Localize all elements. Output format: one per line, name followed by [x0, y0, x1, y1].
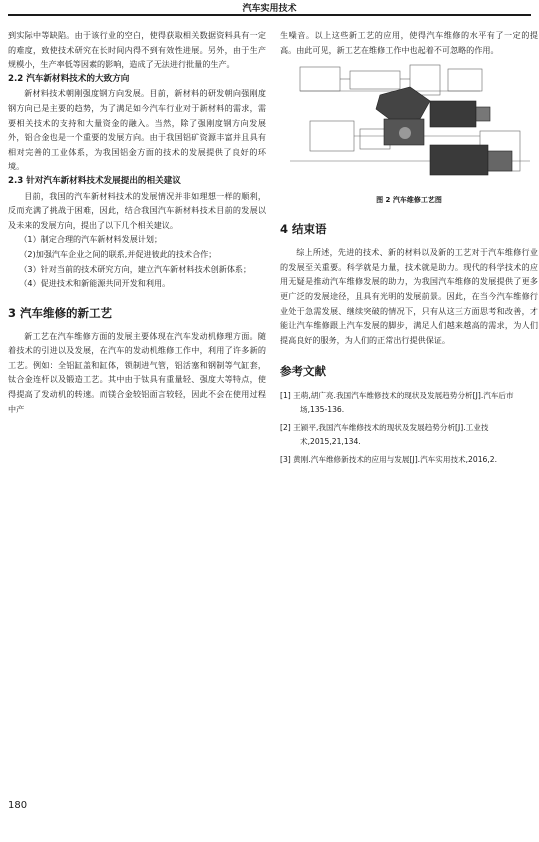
- reference-1: [1] 王萌,胡广亮.我国汽车维修技术的现状及发展趋势分析[J].汽车后市场,135-136.: [280, 391, 514, 415]
- intro-paragraph: 到实际中等缺陷。由于该行业的空白，使得获取相关数据资料具有一定的难度，致使技术研究在长时间内得不到有效性进展。另外，由于生产规模小，生产率低等因素的影响，造成了无法进行批量的生产。: [8, 30, 266, 70]
- header-rule: [8, 14, 531, 16]
- suggestion-item-1: （1）制定合理的汽车新材料发展计划；: [19, 234, 163, 245]
- suggestion-item-4: （4）促进技术和新能源共同开发和利用。: [19, 278, 171, 289]
- section-2-3-paragraph: 目前，我国的汽车新材料技术的发展情况并非如理想一样的顺利，反而充满了挑战于困难，因此，结合我国汽车新材料技术目前的发展以及未来的发展方向，提出了以下几个相关建议。: [8, 190, 266, 230]
- section-2-2-paragraph: 新材料技术朝刚强度钢方向发展。目前，新材料的研发朝向强刚度钢方向已是主要的趋势，为了满足如今汽车行业对于新材料的需求，需要相关技术的支持和大量资金的融入。当然，除了强刚度钢方向发展外，铝合金也是一个重要的发展方向。由于我国铝矿资源丰富并且具有相对完善的工业体系，为我国铝金方面的技术的发展提供了良好的环境。: [8, 88, 266, 172]
- suggestion-item-2: （2)加强汽车企业之间的联系,并促进彼此的技术合作；: [19, 248, 217, 259]
- page-number: 180: [8, 800, 28, 811]
- continued-paragraph: 生噪音。以上这些新工艺的应用，使得汽车维修的水平有了一定的提高。由此可见，新工艺在维修工作中也起着不可忽略的作用。: [280, 30, 538, 55]
- references-title: 参考文献: [280, 364, 326, 379]
- left-column: [8, 28, 266, 416]
- journal-title: 汽车实用技术: [236, 4, 302, 14]
- section-2-3-title: 2.3 针对汽车新材料技术发展提出的相关建议: [8, 175, 181, 186]
- repair-process-figure: [280, 61, 538, 191]
- section-3-paragraph: 新工艺在汽车维修方面的发展主要体现在汽车发动机修理方面。随着技术的引进以及发展，在汽车的发动机维修工作中，利用了许多新的工艺。例如：全铝缸盖和缸体，锁制进气管，铝活塞和钢制等气缸套，钛合金连杆以及锻造工艺。其中由于钛具有重量轻、强度大等特点，使得提高了发动机的转速。而镁合金较铝面言较轻，因此不会在使用过程中产: [8, 330, 266, 414]
- section-4-title: 4 结束语: [280, 222, 327, 237]
- journal-header: [0, 1, 539, 14]
- engine-assembly-drawing: [280, 61, 538, 191]
- section-4-paragraph: 综上所述，先进的技术、新的材料以及新的工艺对于汽车维修行业的发展至关重要。科学就是力量，技术就是助力。现代的科学技术的应用无疑是推动汽车维修发展的助力，为我国汽车维修的发展提供了更多更广泛的发展途径，且具有光明的发展前景。因此，在当今汽车维修行业处于急需发展、继续突破的情况下，只有从这三方面思考和改善，才能让汽车维修跟上汽车发展的脚步，满足人们越来越高的需求，为人们提高良好的服务，为人们的正常出行提供保证。: [280, 247, 538, 345]
- section-2-2-title: 2.2 汽车新材料技术的大致方向: [8, 73, 130, 84]
- reference-3: [3] 黄刚.汽车维修新技术的应用与发展[J].汽车实用技术,2016,2.: [280, 455, 498, 465]
- reference-2: [2] 王颍平,我国汽车维修技术的现状及发展趋势分析[J].工业技术,2015,21,134.: [280, 423, 489, 447]
- suggestion-item-3: （3）针对当前的技术研究方向，建立汽车新材料技术创新体系；: [19, 263, 252, 274]
- section-3-title: 3 汽车维修的新工艺: [8, 305, 113, 320]
- right-column: [280, 28, 538, 471]
- figure-caption: 图 2 汽车维修工艺图: [376, 196, 442, 205]
